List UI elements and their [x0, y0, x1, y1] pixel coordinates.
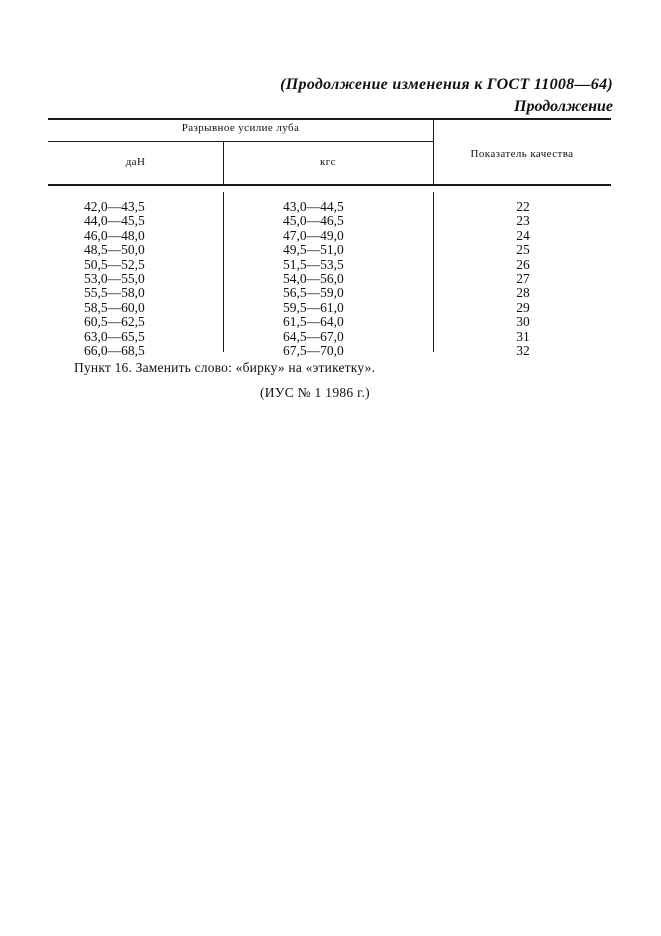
cell-dan: 50,5—52,5: [84, 256, 145, 272]
cell-kgs: 64,5—67,0: [283, 328, 344, 344]
cell-dan: 55,5—58,0: [84, 285, 145, 301]
header-tensile-strength: Разрывное усилие луба: [181, 122, 300, 134]
column-divider-units-body: [223, 192, 224, 352]
cell-dan: 63,0—65,5: [84, 328, 145, 344]
cell-kgs: 61,5—64,0: [283, 314, 344, 330]
cell-kgs: 56,5—59,0: [283, 285, 344, 301]
cell-dan: 60,5—62,5: [84, 314, 145, 330]
cell-dan: 46,0—48,0: [84, 227, 145, 243]
cell-quality: 28: [516, 285, 530, 301]
cell-quality: 30: [516, 314, 530, 330]
cell-dan: 44,0—45,5: [84, 213, 145, 229]
cell-dan: 58,5—60,0: [84, 299, 145, 315]
column-dan-values: [84, 200, 204, 358]
column-divider-quality-body: [433, 192, 434, 352]
cell-kgs: 67,5—70,0: [283, 342, 344, 358]
table-top-rule: [48, 118, 611, 120]
cell-quality: 24: [516, 227, 530, 243]
cell-kgs: 51,5—53,5: [283, 256, 344, 272]
group-header-rule: [48, 141, 433, 142]
publication-reference: (ИУС № 1 1986 г.): [260, 385, 370, 400]
header-kgs: кгс: [320, 156, 336, 168]
cell-quality: 27: [516, 270, 530, 286]
cell-kgs: 47,0—49,0: [283, 227, 344, 243]
column-kgs-values: [283, 200, 403, 358]
cell-quality: 31: [516, 328, 530, 344]
cell-kgs: 43,0—44,5: [283, 199, 344, 214]
document-header-title: (Продолжение изменения к ГОСТ 11008—64): [280, 76, 613, 93]
cell-dan: 42,0—43,5: [84, 199, 145, 214]
cell-quality: 26: [516, 256, 530, 272]
cell-kgs: 59,5—61,0: [283, 299, 344, 315]
quality-table: [48, 118, 611, 363]
cell-quality: 32: [516, 342, 530, 358]
cell-dan: 66,0—68,5: [84, 342, 145, 358]
amendment-note: Пункт 16. Заменить слово: «бирку» на «этикетку».: [74, 360, 376, 375]
cell-quality: 25: [516, 242, 530, 258]
header-bottom-rule: [48, 184, 611, 186]
cell-quality: 22: [516, 199, 530, 214]
cell-kgs: 49,5—51,0: [283, 242, 344, 258]
continuation-label: Продолжение: [514, 98, 613, 115]
header-dan: даН: [125, 156, 146, 168]
cell-dan: 48,5—50,0: [84, 242, 145, 258]
cell-quality: 29: [516, 299, 530, 315]
cell-kgs: 54,0—56,0: [283, 270, 344, 286]
cell-quality: 23: [516, 213, 530, 229]
cell-dan: 53,0—55,0: [84, 270, 145, 286]
header-quality-index: Показатель качества: [470, 148, 574, 160]
cell-kgs: 45,0—46,5: [283, 213, 344, 229]
column-quality-values: [493, 200, 553, 358]
